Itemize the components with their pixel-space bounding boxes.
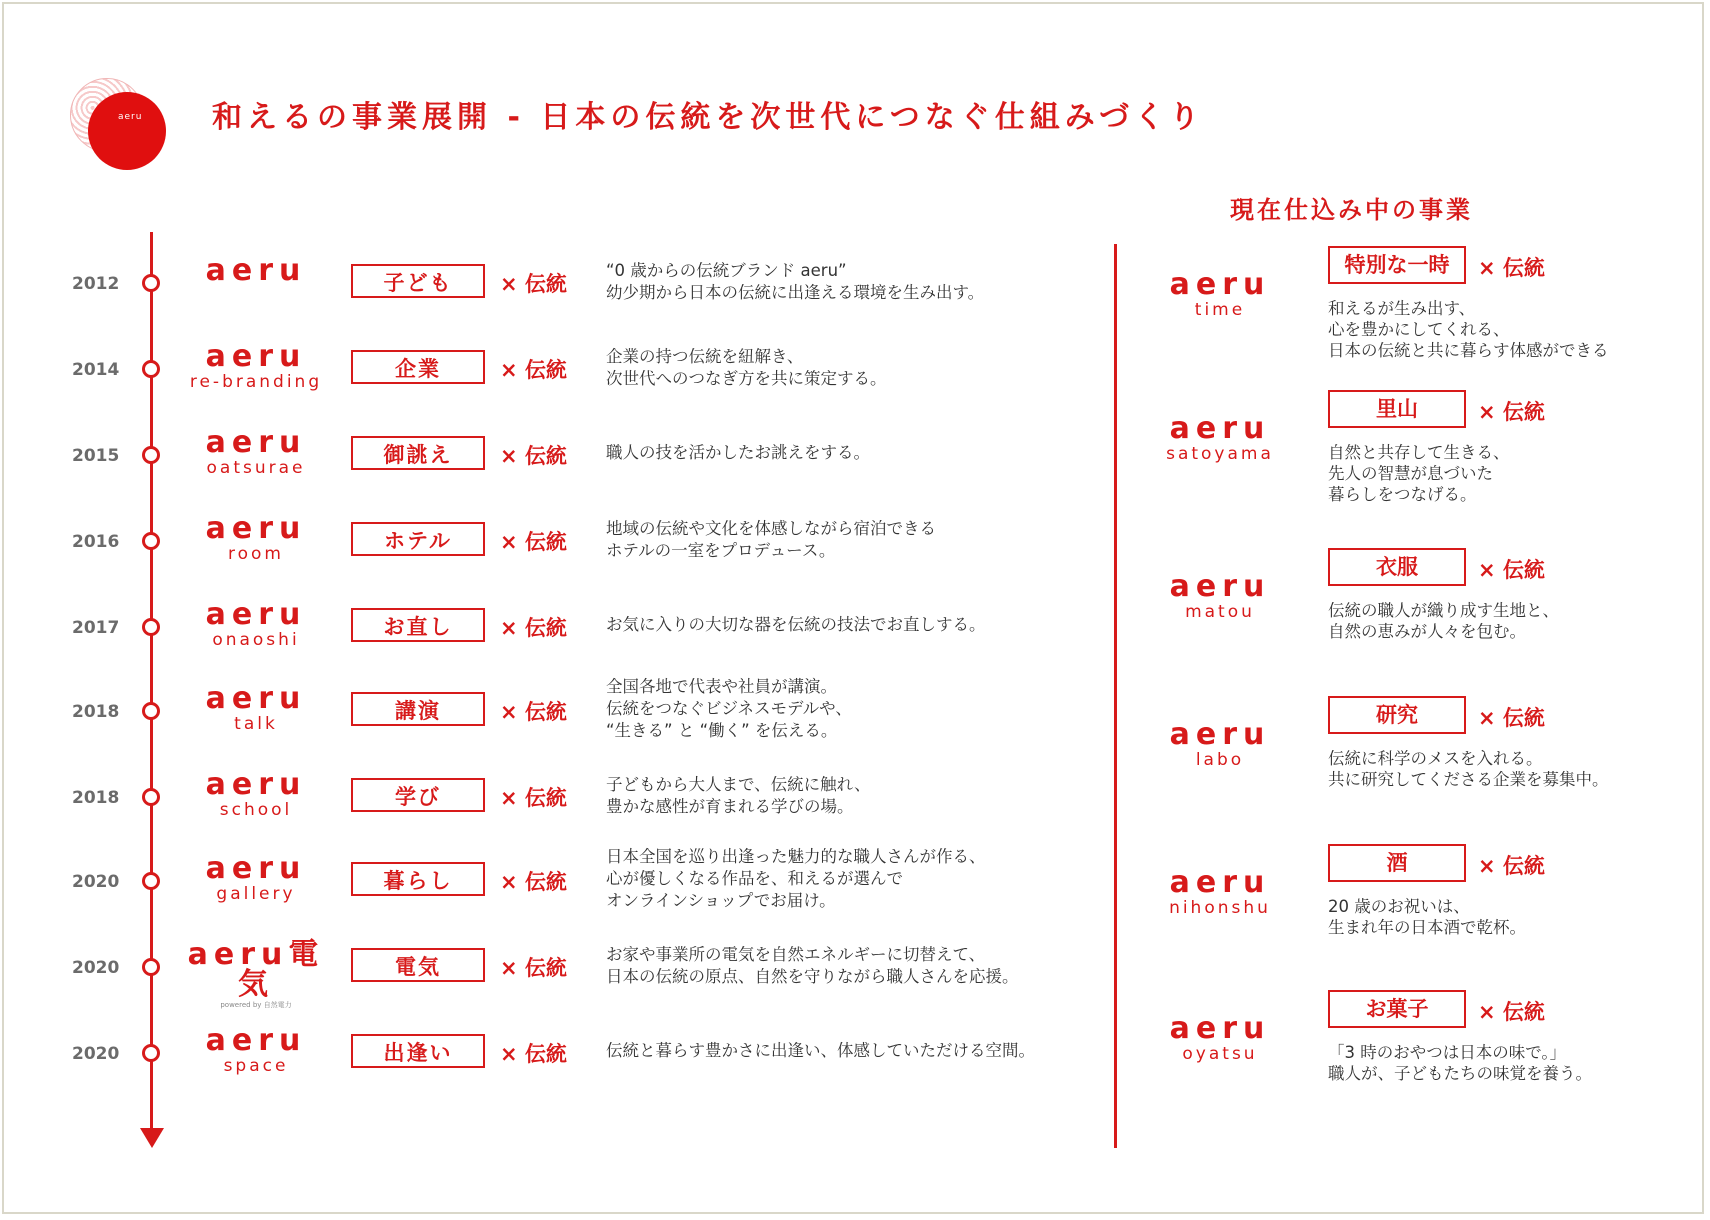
aeru-logo: [70, 78, 166, 174]
category-tag: 研究: [1328, 696, 1466, 734]
times-tradition-label: × 伝統: [500, 700, 567, 724]
brand-name: aeru: [205, 253, 307, 288]
timeline-year: 2014: [72, 360, 120, 380]
logo-text: aeru: [118, 112, 143, 122]
times-tradition-label: × 伝統: [1478, 1000, 1545, 1024]
category-tag: 電気: [351, 948, 485, 982]
category-tag: 出逢い: [351, 1034, 485, 1068]
times-tradition-label: × 伝統: [500, 272, 567, 296]
category-tag: 酒: [1328, 844, 1466, 882]
times-tradition-label: × 伝統: [500, 1042, 567, 1066]
category-tag: お直し: [351, 608, 485, 642]
timeline-year: 2020: [72, 958, 120, 978]
category-tag: 御誂え: [351, 436, 485, 470]
timeline-row: [0, 339, 1110, 402]
times-tradition-label: × 伝統: [500, 358, 567, 382]
timeline-row: [0, 253, 1110, 316]
times-tradition-label: × 伝統: [500, 530, 567, 554]
timeline-dot: [142, 788, 160, 806]
timeline-dot: [142, 532, 160, 550]
timeline-arrow: [140, 1128, 164, 1148]
brand-logo: [1150, 267, 1290, 320]
times-tradition-label: × 伝統: [1478, 558, 1545, 582]
brand-name: aeru電気: [187, 937, 325, 1002]
timeline-year: 2018: [72, 788, 120, 808]
brand-logo: [176, 253, 336, 288]
timeline-year: 2018: [72, 702, 120, 722]
description: 日本全国を巡り出逢った魅力的な職人さんが作る、 心が優しくなる作品を、和えるが選んで オンラインショップでお届け。: [606, 847, 986, 910]
category-tag: ホテル: [351, 522, 485, 556]
timeline-dot: [142, 360, 160, 378]
brand-logo: [176, 1023, 336, 1076]
category-tag: 特別な一時: [1328, 246, 1466, 284]
category-tag: 子ども: [351, 264, 485, 298]
logo-red-circle: [88, 92, 166, 170]
brand-name: aeru: [205, 681, 307, 716]
times-tradition-label: × 伝統: [1478, 706, 1545, 730]
timeline-row: [0, 937, 1110, 1009]
times-tradition-label: × 伝統: [1478, 400, 1545, 424]
times-tradition-label: × 伝統: [500, 444, 567, 468]
brand-logo: [176, 851, 336, 904]
brand-logo: [1150, 717, 1290, 770]
brand-name: aeru: [1169, 717, 1271, 752]
times-tradition-label: × 伝統: [500, 786, 567, 810]
brand-sub: nihonshu: [1169, 898, 1271, 918]
category-tag: 里山: [1328, 390, 1466, 428]
brand-logo: [176, 339, 336, 392]
brand-logo: [176, 937, 336, 1010]
description: 伝統と暮らす豊かさに出逢い、体感していただける空間。: [606, 1041, 1035, 1060]
brand-sub: matou: [1185, 602, 1255, 622]
brand-name: aeru: [1169, 411, 1271, 446]
description: お気に入りの大切な器を伝統の技法でお直しする。: [606, 615, 986, 634]
brand-sub: satoyama: [1166, 444, 1274, 464]
category-tag: 学び: [351, 778, 485, 812]
description: 20 歳のお祝いは、 生まれ年の日本酒で乾杯。: [1328, 897, 1526, 937]
times-tradition-label: × 伝統: [1478, 256, 1545, 280]
timeline-year: 2012: [72, 274, 120, 294]
description: 伝統に科学のメスを入れる。 共に研究してくださる企業を募集中。: [1328, 749, 1609, 789]
description: 子どもから大人まで、伝統に触れ、 豊かな感性が育まれる学びの場。: [606, 775, 871, 816]
brand-name: aeru: [1169, 1011, 1271, 1046]
upcoming-row: [1150, 844, 1670, 964]
brand-sub: oatsurae: [206, 458, 306, 478]
times-tradition-label: × 伝統: [1478, 854, 1545, 878]
description: 全国各地で代表や社員が講演。 伝統をつなぐビジネスモデルや、 “生きる” と “働く” を伝える。: [606, 677, 852, 740]
description: 企業の持つ伝統を紐解き、 次世代へのつなぎ方を共に策定する。: [606, 347, 887, 388]
description: お家や事業所の電気を自然エネルギーに切替えて、 日本の伝統の原点、自然を守りながら職人さんを応援。: [606, 945, 1019, 986]
timeline-year: 2015: [72, 446, 120, 466]
brand-name: aeru: [205, 339, 307, 374]
timeline-row: [0, 597, 1110, 660]
timeline-row: [0, 767, 1110, 830]
timeline-dot: [142, 446, 160, 464]
brand-logo: [1150, 569, 1290, 622]
times-tradition-label: × 伝統: [500, 956, 567, 980]
category-tag: 暮らし: [351, 862, 485, 896]
brand-name: aeru: [1169, 569, 1271, 604]
brand-name: aeru: [1169, 267, 1271, 302]
description: 和えるが生み出す、 心を豊かにしてくれる、 日本の伝統と共に暮らす体感ができる: [1328, 299, 1609, 360]
timeline-year: 2016: [72, 532, 120, 552]
brand-name: aeru: [205, 851, 307, 886]
brand-sub: talk: [234, 714, 278, 734]
timeline-row: [0, 1023, 1110, 1086]
brand-logo: [176, 681, 336, 734]
timeline-row: [0, 677, 1110, 744]
description: 職人の技を活かしたお誂えをする。: [606, 443, 870, 462]
timeline-dot: [142, 1044, 160, 1062]
category-tag: 企業: [351, 350, 485, 384]
description: “0 歳からの伝統ブランド aeru” 幼少期から日本の伝統に出逢える環境を生み出す。: [606, 261, 985, 302]
upcoming-row: [1150, 390, 1670, 510]
upcoming-heading: 現在仕込み中の事業: [1230, 196, 1473, 224]
upcoming-row: [1150, 548, 1670, 668]
brand-sub: powered by 自然電力: [220, 1001, 292, 1009]
brand-logo: [176, 425, 336, 478]
brand-sub: space: [223, 1056, 289, 1076]
page-title: 和えるの事業展開 - 日本の伝統を次世代につなぐ仕組みづくり: [212, 100, 1205, 135]
timeline-dot: [142, 702, 160, 720]
brand-logo: [1150, 411, 1290, 464]
upcoming-row: [1150, 696, 1670, 816]
brand-logo: [1150, 1011, 1290, 1064]
brand-logo: [176, 511, 336, 564]
brand-name: aeru: [205, 1023, 307, 1058]
brand-logo: [1150, 865, 1290, 918]
timeline-dot: [142, 618, 160, 636]
description: 地域の伝統や文化を体感しながら宿泊できる ホテルの一室をプロデュース。: [606, 519, 936, 560]
description: 伝統の職人が織り成す生地と、 自然の恵みが人々を包む。: [1328, 601, 1559, 641]
timeline-dot: [142, 958, 160, 976]
timeline-year: 2017: [72, 618, 120, 638]
brand-sub: school: [219, 800, 293, 820]
description: 「3 時のおやつは日本の味で。」 職人が、子どもたちの味覚を養う。: [1328, 1043, 1592, 1083]
timeline-year: 2020: [72, 1044, 120, 1064]
timeline-dot: [142, 872, 160, 890]
brand-name: aeru: [205, 767, 307, 802]
timeline-dot: [142, 274, 160, 292]
brand-logo: [176, 597, 336, 650]
timeline-year: 2020: [72, 872, 120, 892]
category-tag: 講演: [351, 692, 485, 726]
upcoming-row: [1150, 246, 1670, 366]
brand-sub: re-branding: [189, 372, 323, 392]
times-tradition-label: × 伝統: [500, 616, 567, 640]
brand-sub: time: [1194, 300, 1246, 320]
brand-name: aeru: [205, 425, 307, 460]
description: 自然と共存して生きる、 先人の智慧が息づいた 暮らしをつなげる。: [1328, 443, 1510, 504]
timeline-row: [0, 847, 1110, 914]
category-tag: お菓子: [1328, 990, 1466, 1028]
timeline-row: [0, 425, 1110, 488]
brand-name: aeru: [205, 511, 307, 546]
brand-name: aeru: [1169, 865, 1271, 900]
category-tag: 衣服: [1328, 548, 1466, 586]
brand-sub: oyatsu: [1182, 1044, 1258, 1064]
brand-name: aeru: [205, 597, 307, 632]
times-tradition-label: × 伝統: [500, 870, 567, 894]
timeline-row: [0, 511, 1110, 574]
brand-sub: room: [228, 544, 284, 564]
section-divider: [1114, 244, 1117, 1148]
brand-logo: [176, 767, 336, 820]
brand-sub: onaoshi: [212, 630, 300, 650]
brand-sub: gallery: [216, 884, 296, 904]
brand-sub: labo: [1195, 750, 1245, 770]
upcoming-row: [1150, 990, 1670, 1110]
